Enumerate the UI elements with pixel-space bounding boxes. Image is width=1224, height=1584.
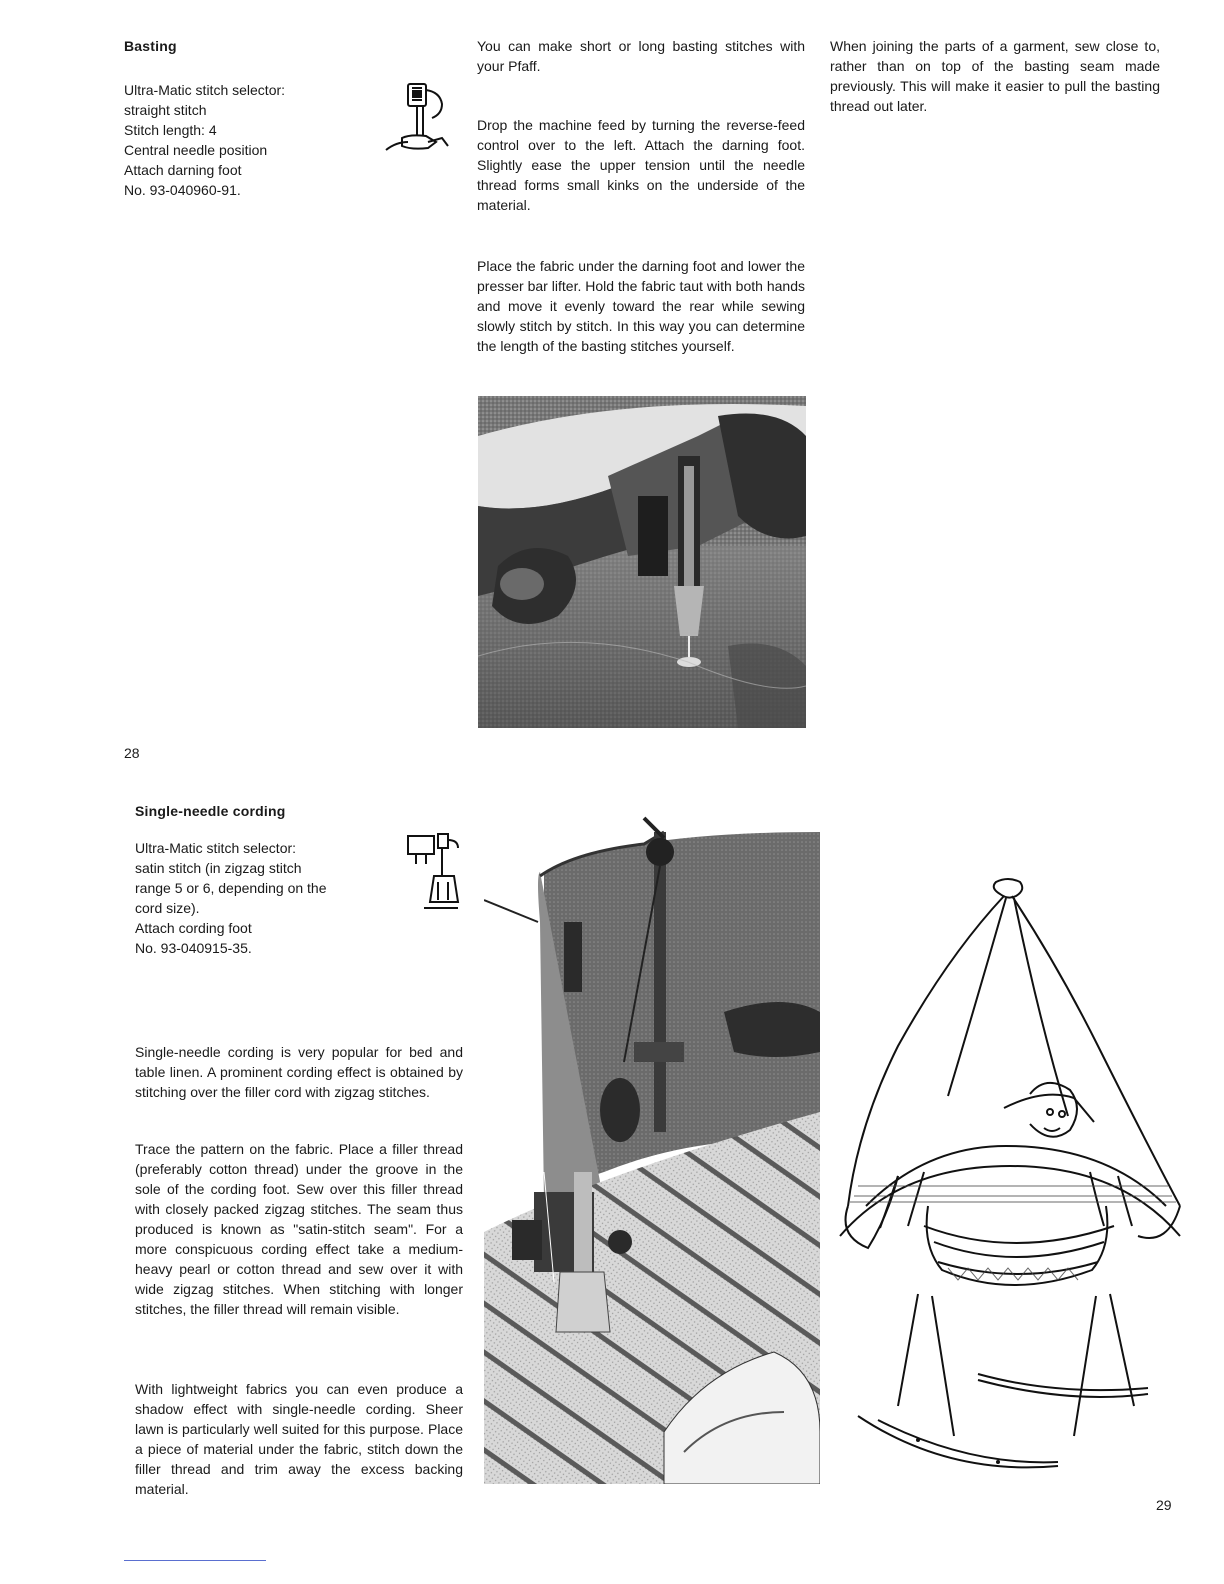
darning-foot-icon — [382, 78, 458, 162]
basting-paragraph: Place the fabric under the darning foot and lower the presser bar lifter. Hold the fabric taut with both hands and move it evenly toward the rear while sewing slowly stitch by stitch. In this way you can determine the length of the basting stitches yourself. — [477, 258, 805, 354]
basting-paragraph: When joining the parts of a garment, sew close to, rather than on top of the basting seam made previously. This will make it easier to pull the basting thread out later. — [830, 38, 1160, 114]
spec-line: No. 93-040960-91. — [124, 182, 241, 198]
spec-line: Ultra-Matic stitch selector: — [135, 840, 297, 856]
single-needle-cording-heading: Single-needle cording — [135, 803, 286, 819]
spec-line: Attach cording foot — [135, 920, 252, 936]
spec-line: Stitch length: 4 — [124, 122, 217, 138]
spec-line: straight stitch — [124, 102, 207, 118]
basting-heading: Basting — [124, 38, 177, 54]
cording-specs — [135, 838, 327, 958]
footer-divider — [124, 1560, 266, 1561]
cording-foot-icon — [404, 830, 466, 912]
spec-line: satin stitch (in zigzag stitch — [135, 860, 302, 876]
darning-foot-sewing-photo — [478, 396, 806, 728]
spec-line: range 5 or 6, depending on the — [135, 880, 327, 896]
basting-paragraph: You can make short or long basting stitches with your Pfaff. — [477, 38, 805, 74]
basting-specs — [124, 80, 285, 200]
page-number: 28 — [124, 745, 140, 761]
spec-line: Central needle position — [124, 142, 268, 158]
basting-paragraph: Drop the machine feed by turning the reverse-feed control over to the left. Attach the darning foot. Slightly ease the upper tension until the needle thread forms small kinks on the underside of the material. — [477, 117, 805, 213]
page-number: 29 — [1156, 1497, 1172, 1513]
cording-paragraph: Trace the pattern on the fabric. Place a filler thread (preferably cotton thread) under the groove in the sole of the cording foot. Sew over this filler thread with closely packed zigzag stitches. The seam thus produced is known as "satin-stitch seam". For a more conspicuous cording effect take a medium-heavy pearl or cotton thread and sew over it with wide zigzag stitches. When stitching with longer stitches, the filler thread will remain visible. — [135, 1141, 463, 1317]
spec-line: Attach darning foot — [124, 162, 242, 178]
spec-line: cord size). — [135, 900, 200, 916]
spec-line: Ultra-Matic stitch selector: — [124, 82, 286, 98]
spec-line: No. 93-040915-35. — [135, 940, 252, 956]
cording-paragraph: With lightweight fabrics you can even produce a shadow effect with single-needle cording. Sheer lawn is particularly well suited for this purpose. Place a piece of material under the fabric, stitch down the filler thread and trim away the excess backing material. — [135, 1381, 463, 1497]
cording-paragraph: Single-needle cording is very popular for bed and table linen. A prominent cording effect is obtained by stitching over the filler cord with zigzag stitches. — [135, 1044, 463, 1100]
baby-cradle-illustration — [828, 876, 1184, 1476]
cording-sewing-photo — [484, 812, 820, 1484]
